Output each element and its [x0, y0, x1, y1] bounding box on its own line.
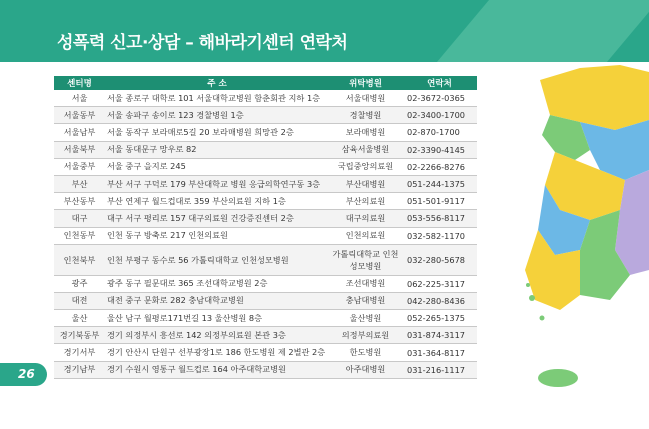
phone-number: 02-870-1700 — [402, 124, 477, 141]
center-address: 인천 동구 방축로 217 인천의료원 — [105, 227, 329, 244]
table-row — [54, 141, 477, 158]
phone-number: 02-3400-1700 — [402, 107, 477, 124]
table-row — [54, 361, 477, 378]
table-row — [54, 210, 477, 227]
partner-hospital: 경찰병원 — [329, 107, 402, 124]
table-row — [54, 175, 477, 192]
center-name: 서울중부 — [54, 158, 105, 175]
center-name: 인천북부 — [54, 244, 105, 275]
phone-number: 031-216-1117 — [402, 361, 477, 378]
column-header-phone: 연락처 — [402, 76, 477, 90]
table-row — [54, 344, 477, 361]
center-address: 경기 안산시 단원구 선부광장1로 186 한도병원 제 2별관 2층 — [105, 344, 329, 361]
phone-number: 051-501-9117 — [402, 193, 477, 210]
page-number: 26 — [18, 367, 35, 381]
center-name: 서울남부 — [54, 124, 105, 141]
center-name: 부산 — [54, 175, 105, 192]
phone-number: 02-3672-0365 — [402, 90, 477, 107]
center-name: 대구 — [54, 210, 105, 227]
center-name: 경기북동부 — [54, 327, 105, 344]
partner-hospital: 충남대병원 — [329, 292, 402, 309]
phone-number: 031-874-3117 — [402, 327, 477, 344]
page-title: 성폭력 신고·상담 – 해바라기센터 연락처 — [57, 33, 348, 53]
table-row — [54, 310, 477, 327]
center-address: 서울 동대문구 망우로 82 — [105, 141, 329, 158]
center-address: 대구 서구 평리로 157 대구의료원 건강증진센터 2층 — [105, 210, 329, 227]
phone-number: 02-3390-4145 — [402, 141, 477, 158]
center-address: 광주 동구 필문대로 365 조선대학교병원 2층 — [105, 275, 329, 292]
phone-number: 051-244-1375 — [402, 175, 477, 192]
center-address: 부산 서구 구덕로 179 부산대학교 병원 응급의학연구동 3층 — [105, 175, 329, 192]
table-row — [54, 227, 477, 244]
table-row — [54, 124, 477, 141]
partner-hospital: 조선대병원 — [329, 275, 402, 292]
table-row — [54, 158, 477, 175]
center-address: 대전 중구 문화로 282 충남대학교병원 — [105, 292, 329, 309]
partner-hospital: 인천의료원 — [329, 227, 402, 244]
phone-number: 032-280-5678 — [402, 244, 477, 275]
center-name: 부산동부 — [54, 193, 105, 210]
partner-hospital: 부산의료원 — [329, 193, 402, 210]
table-row — [54, 327, 477, 344]
partner-hospital: 가톨릭대학교 인천성모병원 — [329, 244, 402, 275]
center-name: 서울북부 — [54, 141, 105, 158]
center-name: 경기남부 — [54, 361, 105, 378]
table-header-row — [54, 76, 477, 90]
partner-hospital: 서울대병원 — [329, 90, 402, 107]
korea-map-illustration — [520, 60, 649, 400]
center-address: 울산 남구 월평로171번길 13 울산병원 8층 — [105, 310, 329, 327]
partner-hospital: 삼육서울병원 — [329, 141, 402, 158]
phone-number: 032-582-1170 — [402, 227, 477, 244]
partner-hospital: 울산병원 — [329, 310, 402, 327]
phone-number: 062-225-3117 — [402, 275, 477, 292]
map-island — [540, 316, 545, 321]
table-row — [54, 275, 477, 292]
table-row — [54, 193, 477, 210]
center-name: 인천동부 — [54, 227, 105, 244]
phone-number: 042-280-8436 — [402, 292, 477, 309]
center-contact-table — [54, 76, 477, 379]
column-header-address: 주 소 — [105, 76, 329, 90]
partner-hospital: 한도병원 — [329, 344, 402, 361]
center-name: 광주 — [54, 275, 105, 292]
page-header — [0, 0, 649, 62]
phone-number: 053-556-8117 — [402, 210, 477, 227]
partner-hospital: 국립중앙의료원 — [329, 158, 402, 175]
map-island — [526, 283, 530, 287]
partner-hospital: 보라매병원 — [329, 124, 402, 141]
map-island — [529, 295, 535, 301]
table-row — [54, 244, 477, 275]
column-header-center: 센터명 — [54, 76, 105, 90]
center-address: 서울 동작구 보라매로5길 20 보라매병원 희망관 2층 — [105, 124, 329, 141]
center-name: 울산 — [54, 310, 105, 327]
center-address: 부산 연제구 월드컵대로 359 부산의료원 지하 1층 — [105, 193, 329, 210]
center-name: 서울 — [54, 90, 105, 107]
phone-number: 02-2266-8276 — [402, 158, 477, 175]
center-address: 서울 송파구 송이로 123 경찰병원 1층 — [105, 107, 329, 124]
center-address: 인천 부평구 동수로 56 가톨릭대학교 인천성모병원 — [105, 244, 329, 275]
table-row — [54, 107, 477, 124]
table-row — [54, 90, 477, 107]
center-address: 경기 수원시 영통구 월드컵로 164 아주대학교병원 — [105, 361, 329, 378]
partner-hospital: 대구의료원 — [329, 210, 402, 227]
center-address: 경기 의정부시 흥선로 142 의정부의료원 본관 3층 — [105, 327, 329, 344]
phone-number: 031-364-8117 — [402, 344, 477, 361]
table-row — [54, 292, 477, 309]
partner-hospital: 의정부의료원 — [329, 327, 402, 344]
partner-hospital: 부산대병원 — [329, 175, 402, 192]
center-address: 서울 중구 을지로 245 — [105, 158, 329, 175]
map-region-jeju — [538, 369, 578, 387]
phone-number: 052-265-1375 — [402, 310, 477, 327]
column-header-hospital: 위탁병원 — [329, 76, 402, 90]
center-name: 경기서부 — [54, 344, 105, 361]
center-name: 대전 — [54, 292, 105, 309]
header-decoration — [437, 0, 649, 62]
partner-hospital: 아주대병원 — [329, 361, 402, 378]
center-address: 서울 종로구 대학로 101 서울대학교병원 함춘회관 지하 1층 — [105, 90, 329, 107]
page-number-badge — [0, 363, 47, 386]
center-name: 서울동부 — [54, 107, 105, 124]
